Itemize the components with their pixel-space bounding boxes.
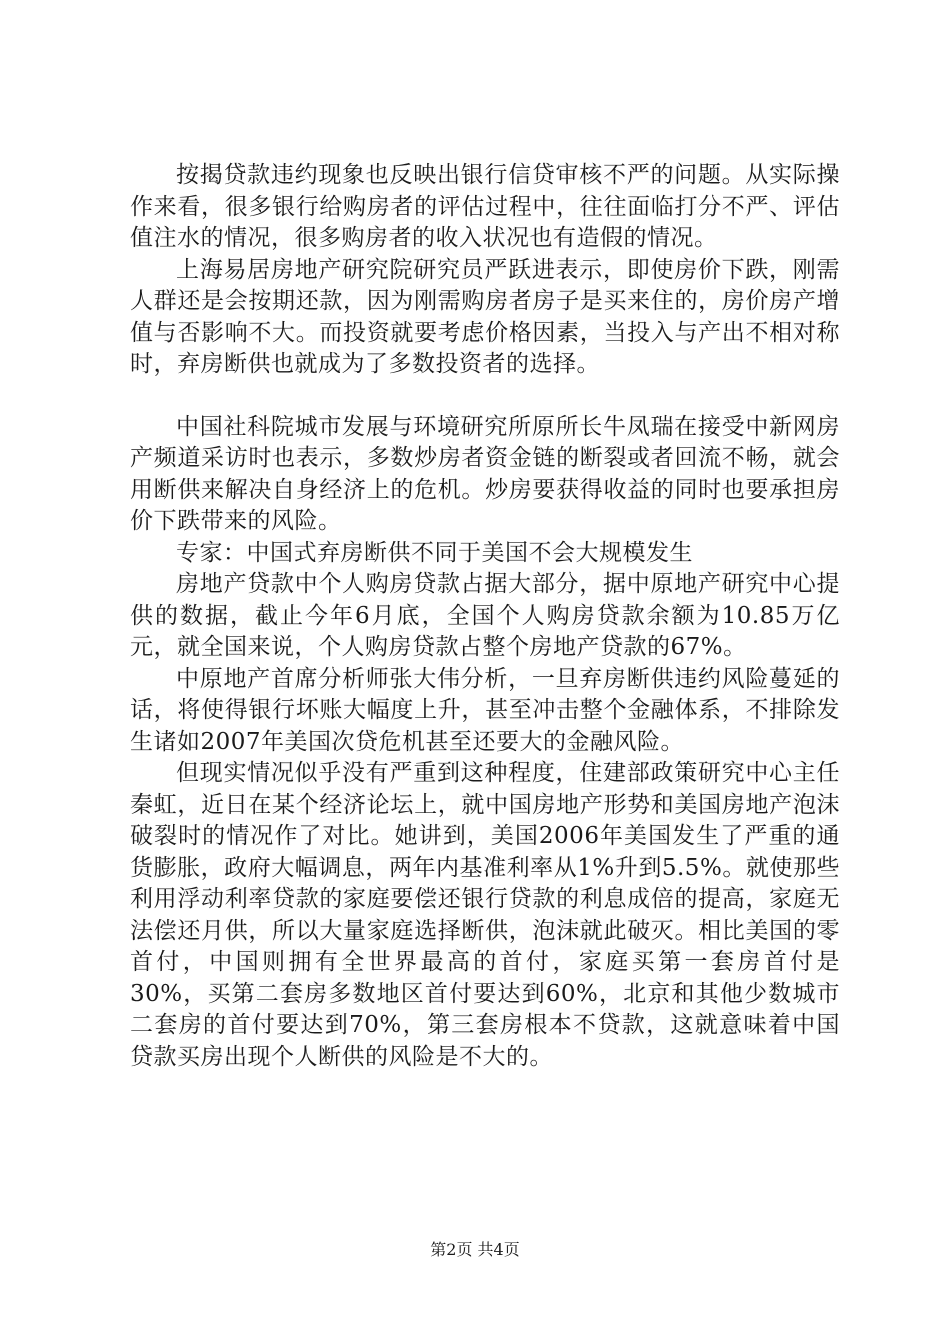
page-footer: 第2页 共4页 [430,1240,520,1259]
paragraph-yan-yuejin: 上海易居房地产研究院研究员严跃进表示，即使房价下跌，刚需人群还是会按期还款，因为刚需购房者房子是买来住的，房价房产增值与否影响不大。而投资就要考虑价格因素，当投入与产出不相对称时，弃房断供也就成为了多数投资者的选择。 [130,256,840,377]
paragraph-loan-default: 按揭贷款违约现象也反映出银行信贷审核不严的问题。从实际操作来看，很多银行给购房者的评估过程中，往往面临打分不严、评估值注水的情况，很多购房者的收入状况也有造假的情况。 [130,162,840,251]
paragraph-niu-fengrui: 中国社科院城市发展与环境研究所原所长牛凤瑞在接受中新网房产频道采访时也表示，多数炒房者资金链的断裂或者回流不畅，就会用断供来解决自身经济上的危机。炒房要获得收益的同时也要承担房价下跌带来的风险。 [130,413,840,534]
paragraph-qin-hong: 但现实情况似乎没有严重到这种程度，住建部政策研究中心主任秦虹，近日在某个经济论坛上，就中国房地产形势和美国房地产泡沫破裂时的情况作了对比。她讲到，美国2006年美国发生了严重的通货膨胀，政府大幅调息，两年内基准利率从1%升到5.5%。就使那些利用浮动利率贷款的家庭要偿还银行贷款的利息成倍的提高，家庭无法偿还月供，所以大量家庭选择断供，泡沫就此破灭。相比美国的零首付，中国则拥有全世界最高的首付，家庭买第一套房首付是30%，买第二套房多数地区首付要达到60%，北京和其他少数城市二套房的首付要达到70%，第三套房根本不贷款，这就意味着中国贷款买房出现个人断供的风险是不大的。 [130,760,840,1070]
document-body [130,160,840,1073]
paragraph-loan-statistics: 房地产贷款中个人购房贷款占据大部分，据中原地产研究中心提供的数据，截止今年6月底，全国个人购房贷款余额为10.85万亿元，就全国来说，个人购房贷款占整个房地产贷款的67%。 [130,571,840,660]
paragraph-zhang-dawei: 中原地产首席分析师张大伟分析，一旦弃房断供违约风险蔓延的话，将使得银行坏账大幅度上升，甚至冲击整个金融体系，不排除发生诸如2007年美国次贷危机甚至还要大的金融风险。 [130,665,840,755]
section-heading: 专家：中国式弃房断供不同于美国不会大规模发生 [176,539,693,566]
